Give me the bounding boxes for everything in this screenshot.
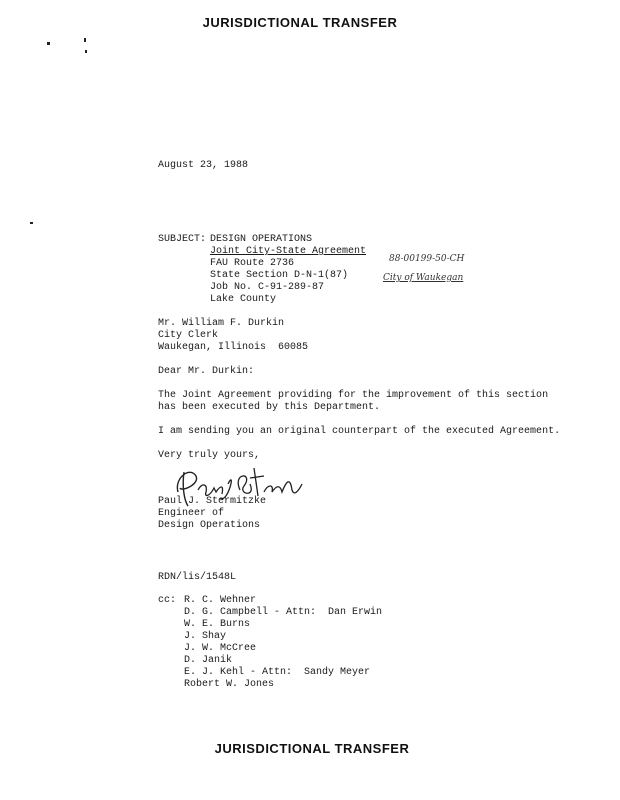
scan-speck	[47, 42, 50, 45]
cc-recipient: R. C. Wehner	[184, 595, 257, 606]
cc-recipient: E. J. Kehl - Attn: Sandy Meyer	[184, 667, 371, 678]
subject-line: State Section D-N-1(87)	[210, 270, 349, 281]
cc-recipient: J. W. McCree	[184, 643, 257, 654]
body-line: The Joint Agreement providing for the improvement of this section	[158, 390, 549, 401]
recipient-line: City Clerk	[158, 330, 219, 341]
subject-line: Joint City-State Agreement	[210, 246, 367, 257]
handwritten-file-number: 88-00199-50-CH	[389, 254, 465, 264]
subject-line: FAU Route 2736	[210, 258, 295, 269]
scan-speck	[85, 50, 87, 53]
jurisdictional-transfer-stamp-bottom: JURISDICTIONAL TRANSFER	[214, 741, 410, 756]
body-line: has been executed by this Department.	[158, 402, 381, 413]
signer-title: Engineer of	[158, 508, 225, 519]
salutation: Dear Mr. Durkin:	[158, 366, 255, 377]
reference-initials: RDN/lis/1548L	[158, 572, 237, 583]
cc-label: cc:	[158, 595, 177, 606]
signer-name: Paul J. Stermitzke	[158, 496, 267, 507]
recipient-line: Waukegan, Illinois 60085	[158, 342, 309, 353]
recipient-line: Mr. William F. Durkin	[158, 318, 285, 329]
cc-recipient: D. G. Campbell - Attn: Dan Erwin	[184, 607, 383, 618]
handwritten-city-note: City of Waukegan	[383, 273, 464, 283]
scan-speck	[84, 38, 86, 42]
cc-list	[184, 595, 382, 691]
subject-label: SUBJECT:	[158, 234, 207, 245]
scan-speck	[30, 222, 33, 224]
cc-recipient: D. Janik	[184, 655, 233, 666]
closing: Very truly yours,	[158, 450, 261, 461]
cc-recipient: Robert W. Jones	[184, 679, 275, 690]
subject-line: Job No. C-91-289-87	[210, 282, 325, 293]
subject-line: Lake County	[210, 294, 277, 305]
letter-date: August 23, 1988	[158, 160, 249, 171]
jurisdictional-transfer-stamp-top: JURISDICTIONAL TRANSFER	[202, 15, 398, 30]
signer-title: Design Operations	[158, 520, 261, 531]
cc-recipient: J. Shay	[184, 631, 227, 642]
subject-line: DESIGN OPERATIONS	[210, 234, 313, 245]
cc-recipient: W. E. Burns	[184, 619, 251, 630]
body-line: I am sending you an original counterpart of the executed Agreement.	[158, 426, 561, 437]
